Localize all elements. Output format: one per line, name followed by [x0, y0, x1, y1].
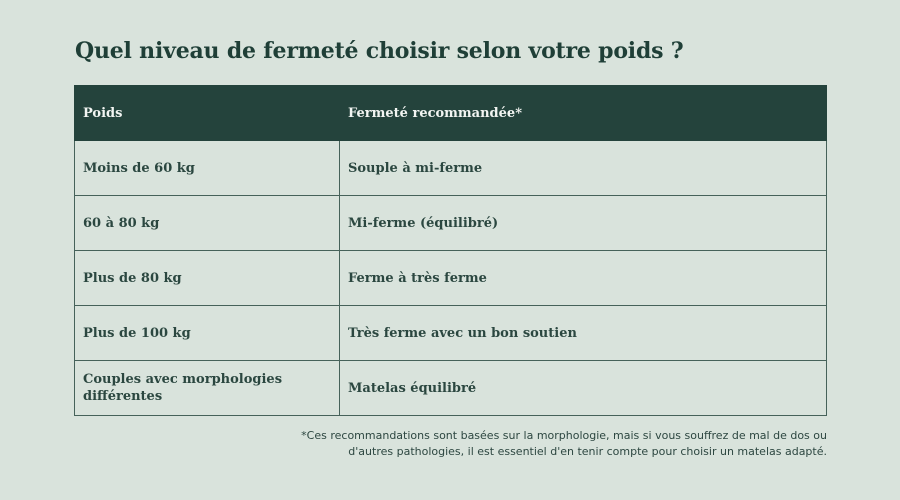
table-row [75, 141, 827, 196]
weight-cell: Moins de 60 kg [75, 141, 340, 196]
footnote-line-2: d'autres pathologies, il est essentiel d'en tenir compte pour choisir un matelas adapté. [348, 445, 827, 458]
header-firmness: Fermeté recommandée* [340, 86, 827, 141]
footnote [227, 428, 827, 460]
weight-cell: Plus de 80 kg [75, 251, 340, 306]
table-header-row [75, 86, 827, 141]
table-row [75, 361, 827, 416]
footnote-line-1: *Ces recommandations sont basées sur la morphologie, mais si vous souffrez de mal de dos ou [301, 429, 827, 442]
firmness-cell: Matelas équilibré [340, 361, 827, 416]
weight-cell: Plus de 100 kg [75, 306, 340, 361]
weight-cell: Couples avec morphologies différentes [75, 361, 340, 416]
firmness-table [74, 85, 827, 416]
firmness-cell: Très ferme avec un bon soutien [340, 306, 827, 361]
firmness-cell: Ferme à très ferme [340, 251, 827, 306]
table-row [75, 251, 827, 306]
table-row [75, 306, 827, 361]
header-weight: Poids [75, 86, 340, 141]
firmness-cell: Mi-ferme (équilibré) [340, 196, 827, 251]
firmness-cell: Souple à mi-ferme [340, 141, 827, 196]
weight-cell: 60 à 80 kg [75, 196, 340, 251]
table-row [75, 196, 827, 251]
page-title: Quel niveau de fermeté choisir selon votre poids ? [75, 38, 684, 64]
